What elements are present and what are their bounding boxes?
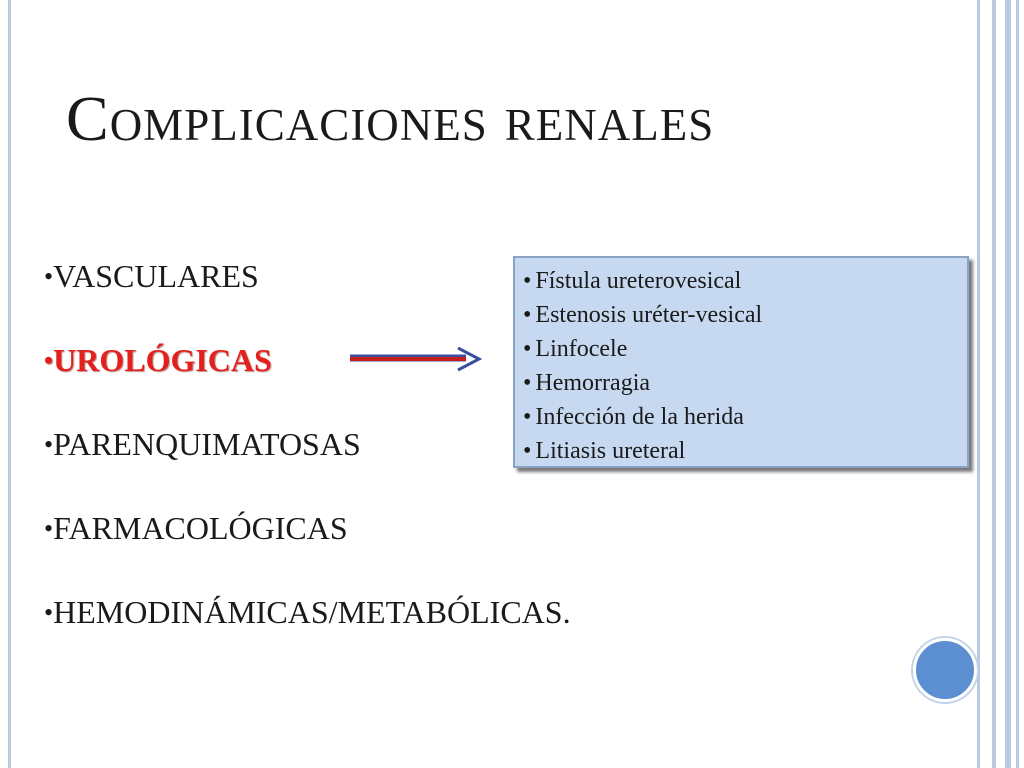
category-label: UROLÓGICAS — [53, 342, 272, 378]
list-item — [523, 332, 967, 366]
right-frame-line — [1005, 0, 1011, 768]
list-item-label: Hemorragia — [535, 370, 651, 396]
complication-categories-list — [44, 255, 571, 675]
list-item-label: Infección de la herida — [535, 404, 744, 430]
list-item — [523, 434, 967, 468]
bullet-icon: • — [44, 514, 54, 543]
category-item-farmacologicas — [44, 507, 571, 591]
list-item — [523, 366, 967, 400]
list-item — [523, 400, 967, 434]
bullet-icon: • — [523, 438, 532, 464]
right-arrow-icon — [348, 345, 483, 375]
list-item-label: Litiasis ureteral — [535, 438, 686, 464]
bullet-icon: • — [523, 268, 532, 294]
urologic-complications-list — [515, 258, 967, 468]
category-item-urologicas — [44, 339, 571, 423]
right-frame-line — [992, 0, 996, 768]
left-frame-line — [8, 0, 11, 768]
list-item-label: Fístula ureterovesical — [535, 268, 742, 294]
list-item — [523, 264, 967, 298]
category-item-vasculares — [44, 255, 571, 339]
category-label: VASCULARES — [53, 258, 259, 294]
list-item — [523, 298, 967, 332]
bullet-icon: • — [523, 336, 532, 362]
right-frame-line — [1016, 0, 1019, 768]
right-frame-line — [977, 0, 980, 768]
bullet-icon: • — [44, 430, 54, 459]
category-label: PARENQUIMATOSAS — [53, 426, 361, 462]
category-item-parenquimatosas — [44, 423, 571, 507]
category-label: FARMACOLÓGICAS — [53, 510, 348, 546]
bullet-icon: • — [523, 302, 532, 328]
list-item-label: Linfocele — [535, 336, 628, 362]
bullet-icon: • — [44, 262, 54, 291]
urologic-complications-box — [513, 256, 969, 468]
category-label: HEMODINÁMICAS/METABÓLICAS. — [53, 594, 571, 630]
bullet-icon: • — [523, 404, 532, 430]
bullet-icon: • — [44, 346, 54, 375]
list-item-label: Estenosis uréter-vesical — [535, 302, 763, 328]
slide-title: Complicaciones renales — [66, 83, 715, 154]
category-item-hemodinamicas — [44, 591, 571, 675]
bullet-icon: • — [44, 598, 54, 627]
decorative-circle — [913, 638, 977, 702]
bullet-icon: • — [523, 370, 532, 396]
